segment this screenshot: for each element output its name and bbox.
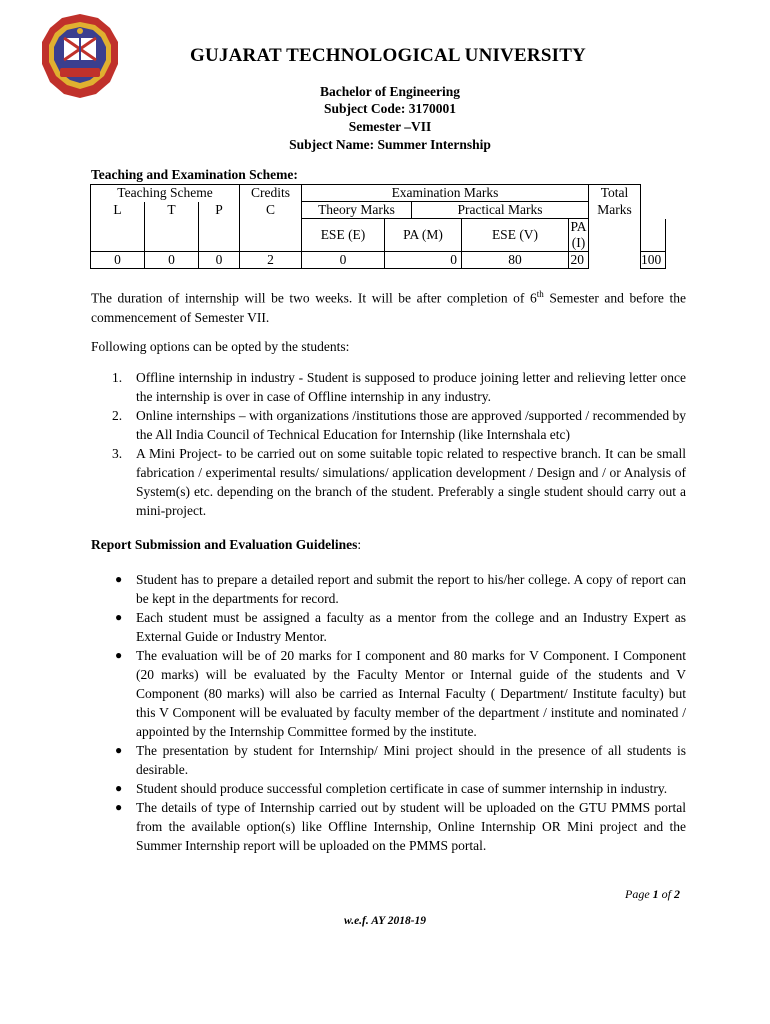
page-current: 1 [652, 887, 659, 901]
p-spacer [199, 219, 240, 252]
ese-v-header: ESE (V) [462, 219, 569, 252]
ese-v-value: 80 [462, 252, 569, 269]
report-heading-text: Report Submission and Evaluation Guidelines [91, 537, 358, 552]
wef-footer: w.e.f. AY 2018-19 [343, 915, 427, 927]
scheme-heading: Teaching and Examination Scheme: [91, 167, 298, 182]
bullet-icon: ● [115, 800, 123, 814]
report-heading [91, 537, 361, 553]
total-spacer [641, 219, 666, 252]
l-value: 0 [91, 252, 145, 269]
list-text: Each student must be assigned a faculty as a mentor from the college and an Industry Expert as External Guide or Industry Mentor. [136, 610, 686, 644]
list-text: The details of type of Internship carried out by student will be uploaded on the GTU PMMS portal from the available option(s) like Offline Internship, Online Internship OR Mini project and the Summer Internship report will be uploaded on the PMMS portal. [136, 800, 686, 853]
p-header: P [199, 202, 240, 219]
list-item [91, 798, 686, 855]
t-value: 0 [145, 252, 199, 269]
page-of: of [658, 887, 674, 901]
list-item [91, 779, 686, 798]
list-text: The presentation by student for Internship/ Mini project should in the presence of all students is desirable. [136, 743, 686, 777]
list-item [91, 646, 686, 741]
pa-m-value: 0 [385, 252, 462, 269]
credits-header: Credits [240, 185, 302, 202]
p-value: 0 [199, 252, 240, 269]
subject-code: Subject Code: 3170001 [324, 101, 456, 116]
list-number: 3. [112, 446, 123, 461]
l-header: L [91, 202, 145, 219]
marks-header: Marks [589, 202, 641, 219]
total-value: 100 [641, 252, 666, 269]
duration-paragraph [91, 285, 686, 327]
bullet-icon: ● [115, 648, 123, 662]
pa-i-value: 20 [569, 252, 589, 269]
pa-i-header: PA (I) [570, 219, 587, 250]
list-item [91, 741, 686, 779]
university-title: GUJARAT TECHNOLOGICAL UNIVERSITY [190, 45, 586, 66]
duration-text: The duration of internship will be two weeks. It will be after completion of 6 [91, 290, 537, 306]
list-text: Offline internship in industry - Student is supposed to produce joining letter and relieving letter once the internship is over in case of Offline internship in any industry. [136, 370, 686, 404]
bullet-icon: ● [115, 781, 123, 795]
report-heading-colon: : [357, 537, 362, 552]
l-spacer [91, 219, 145, 252]
list-item [91, 406, 686, 444]
t-header: T [145, 202, 199, 219]
list-text: Online internships – with organizations /institutions those are approved /supported / recommended by the All India Council of Technical Education for Internship (like Internshala etc) [136, 408, 686, 442]
theory-marks-header: Theory Marks [302, 202, 412, 219]
page-number [625, 887, 680, 902]
list-item [91, 608, 686, 646]
list-text: Student has to prepare a detailed report and submit the report to his/her college. A copy of report can be kept in the departments for record. [136, 572, 686, 606]
degree: Bachelor of Engineering [320, 84, 460, 99]
bullet-icon: ● [115, 610, 123, 624]
practical-marks-header: Practical Marks [412, 202, 589, 219]
list-text: Student should produce successful completion certificate in case of summer internship in industry. [136, 781, 668, 796]
c-spacer [240, 219, 302, 252]
total-header: Total [589, 185, 641, 202]
gap-cell-value [589, 252, 641, 269]
teaching-scheme-header: Teaching Scheme [91, 185, 240, 202]
scheme-table [90, 184, 666, 269]
bullet-icon: ● [115, 572, 123, 586]
ese-e-value: 0 [302, 252, 385, 269]
report-guidelines-list [91, 570, 686, 855]
page-prefix: Page [625, 887, 653, 901]
bullet-icon: ● [115, 743, 123, 757]
ese-e-header: ESE (E) [302, 219, 385, 252]
page-total: 2 [674, 887, 680, 901]
duration-text-end: Semester and before the commencement of Semester VII. [91, 290, 686, 325]
list-number: 1. [112, 370, 123, 385]
subject-name: Subject Name: Summer Internship [289, 137, 491, 152]
list-text: A Mini Project- to be carried out on some suitable topic related to respective branch. It can be small fabrication / experimental results/ simulations/ application development / Design and / or Analysis of System(s) etc. depending on the branch of the student. Preferably a single student should carry out a mini-project. [136, 446, 686, 518]
semester: Semester –VII [348, 119, 432, 134]
list-item [91, 368, 686, 406]
c-value: 2 [240, 252, 302, 269]
c-header: C [240, 202, 302, 219]
examination-marks-header: Examination Marks [302, 185, 589, 202]
duration-superscript: th [536, 289, 544, 299]
list-item [91, 570, 686, 608]
list-item [91, 444, 686, 520]
list-text: The evaluation will be of 20 marks for I component and 80 marks for V Component. I Component (20 marks) will be evaluated by the Faculty Mentor or Internal guide of the students and V Component (80 marks) will also be carried as Internal Faculty ( Department/ Institute faculty) but this V Component will be evaluated by faculty member of the department / institute and nominated / appointed by the Internship Committee formed by the institute. [136, 648, 686, 739]
gap-cell [589, 219, 641, 252]
pa-m-header: PA (M) [385, 219, 462, 252]
list-number: 2. [112, 408, 123, 423]
options-intro: Following options can be opted by the students: [91, 339, 350, 354]
t-spacer [145, 219, 199, 252]
options-list [91, 368, 686, 520]
